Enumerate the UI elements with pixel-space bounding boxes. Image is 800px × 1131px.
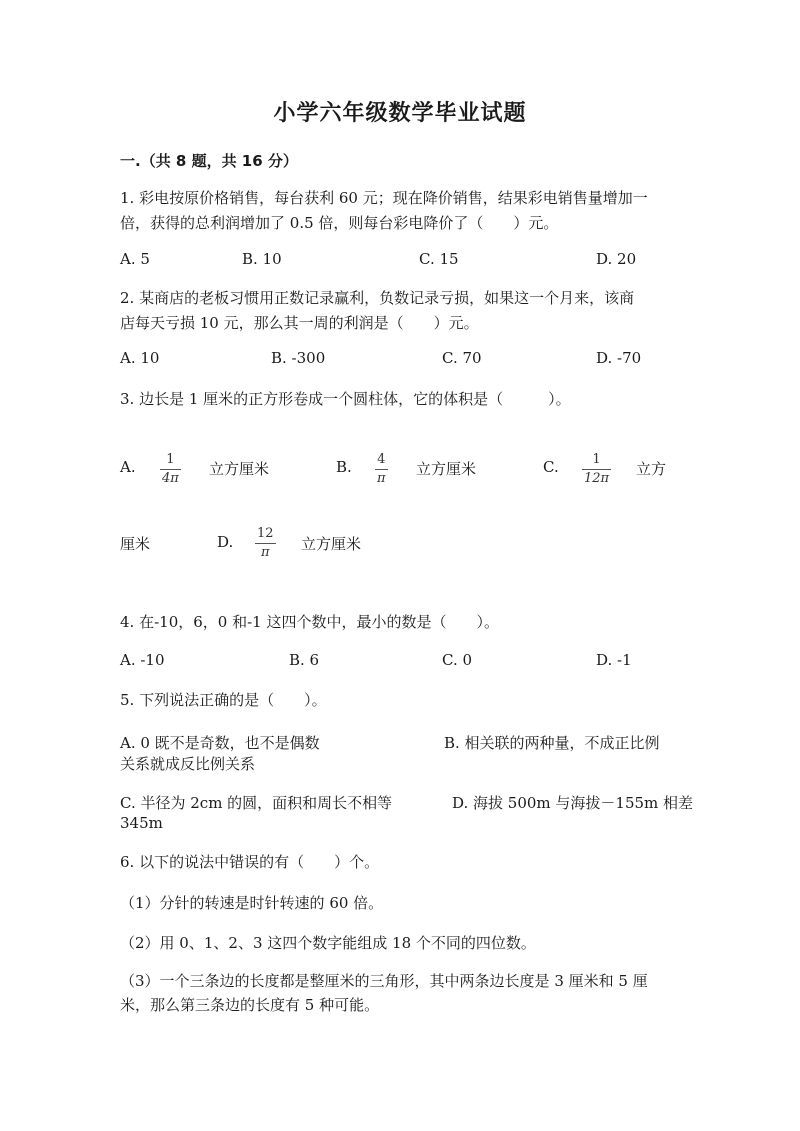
- q1-option-d: D. 20: [596, 250, 637, 268]
- q6-statement-3-line1: （3）一个三条边的长度都是整厘米的三角形，其中两条边长度是 3 厘米和 5 厘: [120, 972, 648, 990]
- q6-statement-3-line2: 米，那么第三条边的长度有 5 种可能。: [120, 996, 380, 1014]
- q1-text-line2: 倍，获得的总利润增加了 0.5 倍，则每台彩电降价了（ ）元。: [120, 214, 559, 232]
- fraction-denominator: π: [377, 471, 386, 486]
- q3-option-c-unit-part2: 厘米: [120, 535, 151, 553]
- q3-option-c-label: C.: [543, 458, 559, 476]
- q4-option-b: B. 6: [289, 651, 320, 669]
- q4-option-c: C. 0: [442, 651, 473, 669]
- q6-statement-2: （2）用 0、1、2、3 这四个数字能组成 18 个不同的四位数。: [120, 934, 536, 952]
- q5-option-b-line1: B. 相关联的两种量，不成正比例: [444, 734, 660, 752]
- q5-option-b-line2: 关系就成反比例关系: [120, 755, 256, 773]
- q3-option-a-label: A.: [120, 458, 136, 476]
- q3-option-d-unit: 立方厘米: [301, 535, 362, 553]
- page-title: 小学六年级数学毕业试题: [273, 101, 527, 126]
- q2-text-line2: 店每天亏损 10 元，那么其一周的利润是（ ）元。: [120, 314, 479, 332]
- fraction-bar: [375, 469, 388, 470]
- section-heading: 一.（共 8 题，共 16 分）: [120, 152, 298, 170]
- fraction-numerator: 1: [592, 452, 601, 467]
- q4-option-a: A. -10: [120, 651, 165, 669]
- fraction-denominator: 4π: [162, 471, 179, 486]
- q1-option-a: A. 5: [120, 250, 150, 268]
- q1-option-c: C. 15: [419, 250, 459, 268]
- q3-option-a-unit: 立方厘米: [209, 460, 270, 478]
- q5-option-d-line2: 345m: [120, 814, 163, 832]
- fraction-numerator: 12: [257, 526, 274, 541]
- q3-option-b-fraction: [375, 452, 388, 487]
- q1-text-line1: 1. 彩电按原价格销售，每台获利 60 元；现在降价销售，结果彩电销售量增加一: [120, 189, 648, 207]
- fraction-denominator: π: [261, 545, 270, 560]
- q2-text-line1: 2. 某商店的老板习惯用正数记录赢利，负数记录亏损，如果这一个月来，该商: [120, 289, 635, 307]
- q5-option-a: A. 0 既不是奇数，也不是偶数: [120, 734, 320, 752]
- q5-option-d-line1: D. 海拔 500m 与海拔－155m 相差: [452, 794, 694, 812]
- fraction-bar: [160, 469, 181, 470]
- q5-option-c: C. 半径为 2cm 的圆，面积和周长不相等: [120, 794, 393, 812]
- q5-text-line1: 5. 下列说法正确的是（ ）。: [120, 691, 327, 709]
- fraction-numerator: 1: [166, 452, 175, 467]
- q6-text-line1: 6. 以下的说法中错误的有（ ）个。: [120, 853, 380, 871]
- q3-option-d-fraction: [255, 526, 276, 561]
- q6-statement-1: （1）分针的转速是时针转速的 60 倍。: [120, 894, 384, 912]
- q3-option-d-label: D.: [217, 533, 234, 551]
- q4-option-d: D. -1: [596, 651, 632, 669]
- fraction-bar: [255, 543, 276, 544]
- fraction-denominator: 12π: [584, 471, 610, 486]
- q2-option-b: B. -300: [271, 349, 326, 367]
- q3-text-line1: 3. 边长是 1 厘米的正方形卷成一个圆柱体，它的体积是（ ）。: [120, 390, 571, 408]
- q2-option-d: D. -70: [596, 349, 642, 367]
- q2-option-a: A. 10: [120, 349, 160, 367]
- q1-option-b: B. 10: [242, 250, 282, 268]
- q3-option-c-fraction: [582, 452, 611, 487]
- q3-option-b-label: B.: [336, 458, 352, 476]
- fraction-numerator: 4: [377, 452, 386, 467]
- fraction-bar: [582, 469, 611, 470]
- q3-option-b-unit: 立方厘米: [416, 460, 477, 478]
- q3-option-c-unit-part1: 立方: [636, 460, 667, 478]
- q3-option-a-fraction: [160, 452, 181, 487]
- q2-option-c: C. 70: [442, 349, 482, 367]
- q4-text-line1: 4. 在-10，6，0 和-1 这四个数中，最小的数是（ ）。: [120, 613, 499, 631]
